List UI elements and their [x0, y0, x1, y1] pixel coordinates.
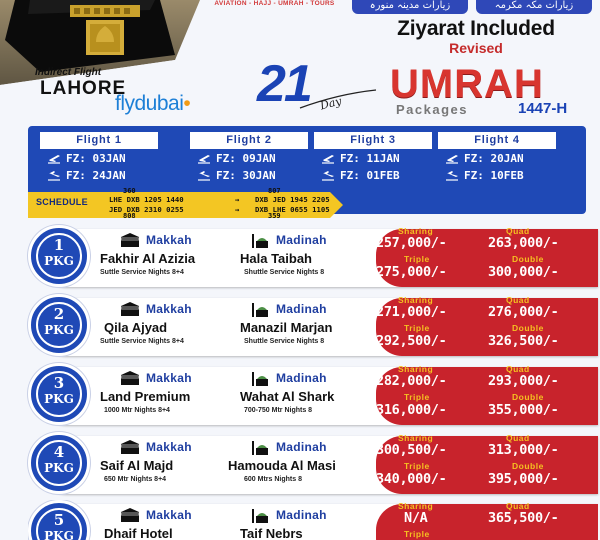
quad-label: Quad	[506, 364, 530, 374]
makkah-stay-details: 650 Mtr Nights 8+4	[104, 476, 167, 483]
price-panel	[376, 433, 598, 494]
double-label: Double	[512, 461, 544, 471]
makkah-heading	[120, 232, 192, 248]
flight-return-date: FZ: 24JAN	[66, 169, 126, 182]
package-number: 2	[53, 305, 65, 323]
package-label: PKG	[44, 461, 74, 475]
package-number: 3	[53, 374, 65, 392]
sharing-price: 282,000/-	[376, 373, 447, 389]
package-number: 4	[53, 443, 65, 461]
schedule-return-line: JED DXB 2310 0255	[109, 205, 184, 214]
agency-tagline: AVIATION - HAJJ - UMRAH - TOURS	[214, 0, 335, 7]
schedule-arrow: →	[235, 195, 240, 204]
landing-plane-icon	[321, 170, 335, 182]
ziyarat-included-title: Ziyarat Included	[397, 17, 555, 40]
sharing-label: Sharing	[398, 295, 434, 305]
schedule-note: 807	[268, 187, 281, 195]
makkah-label: Makkah	[146, 371, 192, 385]
mosque-icon	[250, 507, 270, 523]
schedule-label: SCHEDULE	[36, 197, 88, 207]
flight-outbound-row	[314, 151, 432, 166]
madinah-label: Madinah	[276, 371, 327, 385]
flight-return-date: FZ: 01FEB	[340, 169, 400, 182]
triple-price: 292,500/-	[376, 333, 447, 349]
departure-city: LAHORE	[40, 78, 127, 99]
sharing-label: Sharing	[398, 433, 434, 443]
makkah-label: Makkah	[146, 233, 192, 247]
landing-plane-icon	[445, 170, 459, 182]
mosque-icon	[250, 232, 270, 248]
madinah-stay-details: 700-750 Mtr Nights 8	[244, 407, 313, 414]
flydubai-dubai: dubai	[134, 92, 184, 115]
package-card	[28, 500, 598, 540]
makkah-stay-details: Suttle Service Nights 8+4	[100, 338, 184, 345]
kaaba-icon	[120, 301, 140, 317]
madinah-label: Madinah	[276, 508, 327, 522]
double-price: 355,000/-	[488, 402, 559, 418]
quad-price: 365,500/-	[488, 510, 559, 526]
makkah-heading	[120, 370, 192, 386]
triple-price: 275,000/-	[376, 264, 447, 280]
package-card	[28, 294, 598, 358]
flight-outbound-date: FZ: 11JAN	[340, 152, 400, 165]
madinah-label: Madinah	[276, 440, 327, 454]
package-number: 1	[53, 236, 65, 254]
makkah-heading	[120, 301, 192, 317]
makkah-heading	[120, 439, 192, 455]
makkah-hotel-name: Fakhir Al Azizia	[100, 251, 196, 266]
sharing-price: 257,000/-	[376, 235, 447, 251]
schedule-note: 360	[123, 187, 136, 195]
landing-plane-icon	[47, 170, 61, 182]
package-label: PKG	[44, 529, 74, 540]
madinah-heading	[250, 439, 327, 455]
packages-word: Packages	[396, 102, 468, 117]
landing-plane-icon	[197, 170, 211, 182]
flydubai-dot: •	[183, 92, 191, 115]
madinah-stay-details: Shuttle Service Nights 8	[244, 338, 325, 345]
flight-return-date: FZ: 30JAN	[216, 169, 276, 182]
madinah-heading	[250, 507, 327, 523]
schedule-outbound-line: LHE DXB 1205 1440	[109, 195, 184, 204]
package-badge	[28, 432, 90, 494]
triple-label: Triple	[404, 254, 430, 264]
days-number: 21	[257, 55, 311, 113]
package-badge	[28, 294, 90, 356]
quad-price: 313,000/-	[488, 442, 559, 458]
takeoff-plane-icon	[47, 153, 61, 165]
takeoff-plane-icon	[445, 153, 459, 165]
schedule-return-line: DXB LHE 0655 1105	[255, 205, 330, 214]
kaaba-icon	[120, 370, 140, 386]
package-badge	[28, 363, 90, 425]
sharing-label: Sharing	[398, 364, 434, 374]
double-price: 395,000/-	[488, 471, 559, 487]
makkah-heading	[120, 507, 192, 523]
mosque-icon	[250, 370, 270, 386]
triple-label: Triple	[404, 461, 430, 471]
sharing-price: 300,500/-	[376, 442, 447, 458]
makkah-hotel-name: Qila Ajyad	[104, 320, 168, 335]
kaaba-icon	[120, 439, 140, 455]
double-label: Double	[512, 392, 544, 402]
madinah-hotel-name: Manazil Marjan	[240, 320, 333, 335]
price-panel	[376, 501, 598, 540]
flight-header: Flight 4	[438, 132, 556, 149]
mosque-icon	[250, 301, 270, 317]
flight-outbound-date: FZ: 09JAN	[216, 152, 276, 165]
madinah-hotel-name: Hamouda Al Masi	[228, 458, 336, 473]
package-card	[28, 225, 598, 289]
day-word: Day	[318, 94, 343, 113]
makkah-hotel-name: Dhaif Hotel	[104, 526, 173, 540]
schedule-outbound-line: DXB JED 1945 2205	[255, 195, 330, 204]
revised-label: Revised	[449, 40, 503, 56]
quad-label: Quad	[506, 226, 530, 236]
price-panel	[376, 364, 598, 425]
madinah-label: Madinah	[276, 233, 327, 247]
quad-price: 263,000/-	[488, 235, 559, 251]
package-label: PKG	[44, 323, 74, 337]
price-panel	[376, 295, 598, 356]
madinah-label: Madinah	[276, 302, 327, 316]
package-number: 5	[53, 511, 65, 529]
sharing-label: Sharing	[398, 501, 434, 511]
sharing-label: Sharing	[398, 226, 434, 236]
mosque-icon	[250, 439, 270, 455]
makkah-stay-details: Suttle Service Nights 8+4	[100, 269, 184, 276]
triple-label: Triple	[404, 529, 430, 539]
flight-return-row	[40, 168, 158, 183]
madinah-stay-details: Shuttle Service Nights 8	[244, 269, 325, 276]
double-price: 300,000/-	[488, 264, 559, 280]
double-label: Double	[512, 254, 544, 264]
makkah-label: Makkah	[146, 302, 192, 316]
quad-label: Quad	[506, 295, 530, 305]
indirect-flight-label: Indirect Flight	[35, 67, 102, 78]
package-label: PKG	[44, 254, 74, 268]
sharing-price: 271,000/-	[376, 304, 447, 320]
madinah-stay-details: 600 Mtrs Nights 8	[244, 476, 302, 483]
flight-return-row	[190, 168, 308, 183]
ziyarat-madinah-badge: زیارات مدینہ منورہ	[352, 0, 468, 14]
flight-outbound-row	[190, 151, 308, 166]
makkah-label: Makkah	[146, 508, 192, 522]
package-label: PKG	[44, 392, 74, 406]
flight-outbound-row	[40, 151, 158, 166]
quad-label: Quad	[506, 501, 530, 511]
triple-price: 316,000/-	[376, 402, 447, 418]
flight-return-date: FZ: 10FEB	[464, 169, 524, 182]
flight-header: Flight 3	[314, 132, 432, 149]
price-panel	[376, 226, 598, 287]
flight-outbound-row	[438, 151, 556, 166]
madinah-heading	[250, 370, 327, 386]
triple-label: Triple	[404, 323, 430, 333]
madinah-hotel-name: Taif Nebrs	[240, 526, 303, 540]
flight-header: Flight 1	[40, 132, 158, 149]
package-badge	[28, 225, 90, 287]
schedule-arrow: →	[235, 205, 240, 214]
quad-price: 293,000/-	[488, 373, 559, 389]
schedule-note: 359	[268, 212, 281, 220]
schedule-note: 808	[123, 212, 136, 220]
double-price: 326,500/-	[488, 333, 559, 349]
flight-header: Flight 2	[190, 132, 308, 149]
flight-outbound-date: FZ: 20JAN	[464, 152, 524, 165]
madinah-heading	[250, 301, 327, 317]
madinah-heading	[250, 232, 327, 248]
makkah-stay-details: 1000 Mtr Nights 8+4	[104, 407, 170, 414]
flight-column-1	[40, 132, 158, 183]
triple-label: Triple	[404, 392, 430, 402]
umrah-title: UMRAH	[390, 62, 544, 106]
hijri-year: 1447-H	[518, 100, 568, 117]
flight-column-2	[190, 132, 308, 183]
madinah-hotel-name: Hala Taibah	[240, 251, 313, 266]
makkah-hotel-name: Saif Al Majd	[100, 458, 174, 473]
package-card	[28, 363, 598, 427]
ziyarat-makkah-badge: زیارات مکہ مکرمہ	[476, 0, 592, 14]
flight-column-4	[438, 132, 556, 183]
madinah-hotel-name: Wahat Al Shark	[240, 389, 335, 404]
flydubai-fly: fly	[115, 92, 135, 115]
flydubai-logo	[115, 92, 190, 116]
kaaba-icon	[120, 232, 140, 248]
triple-price: 340,000/-	[376, 471, 447, 487]
quad-price: 276,000/-	[488, 304, 559, 320]
takeoff-plane-icon	[197, 153, 211, 165]
flight-return-row	[438, 168, 556, 183]
flight-return-row	[314, 168, 432, 183]
flight-outbound-date: FZ: 03JAN	[66, 152, 126, 165]
kaaba-icon	[120, 507, 140, 523]
makkah-hotel-name: Land Premium	[100, 389, 191, 404]
double-label: Double	[512, 323, 544, 333]
makkah-label: Makkah	[146, 440, 192, 454]
quad-label: Quad	[506, 433, 530, 443]
sharing-price: N/A	[404, 510, 428, 526]
flight-column-3	[314, 132, 432, 183]
package-card	[28, 432, 598, 496]
takeoff-plane-icon	[321, 153, 335, 165]
